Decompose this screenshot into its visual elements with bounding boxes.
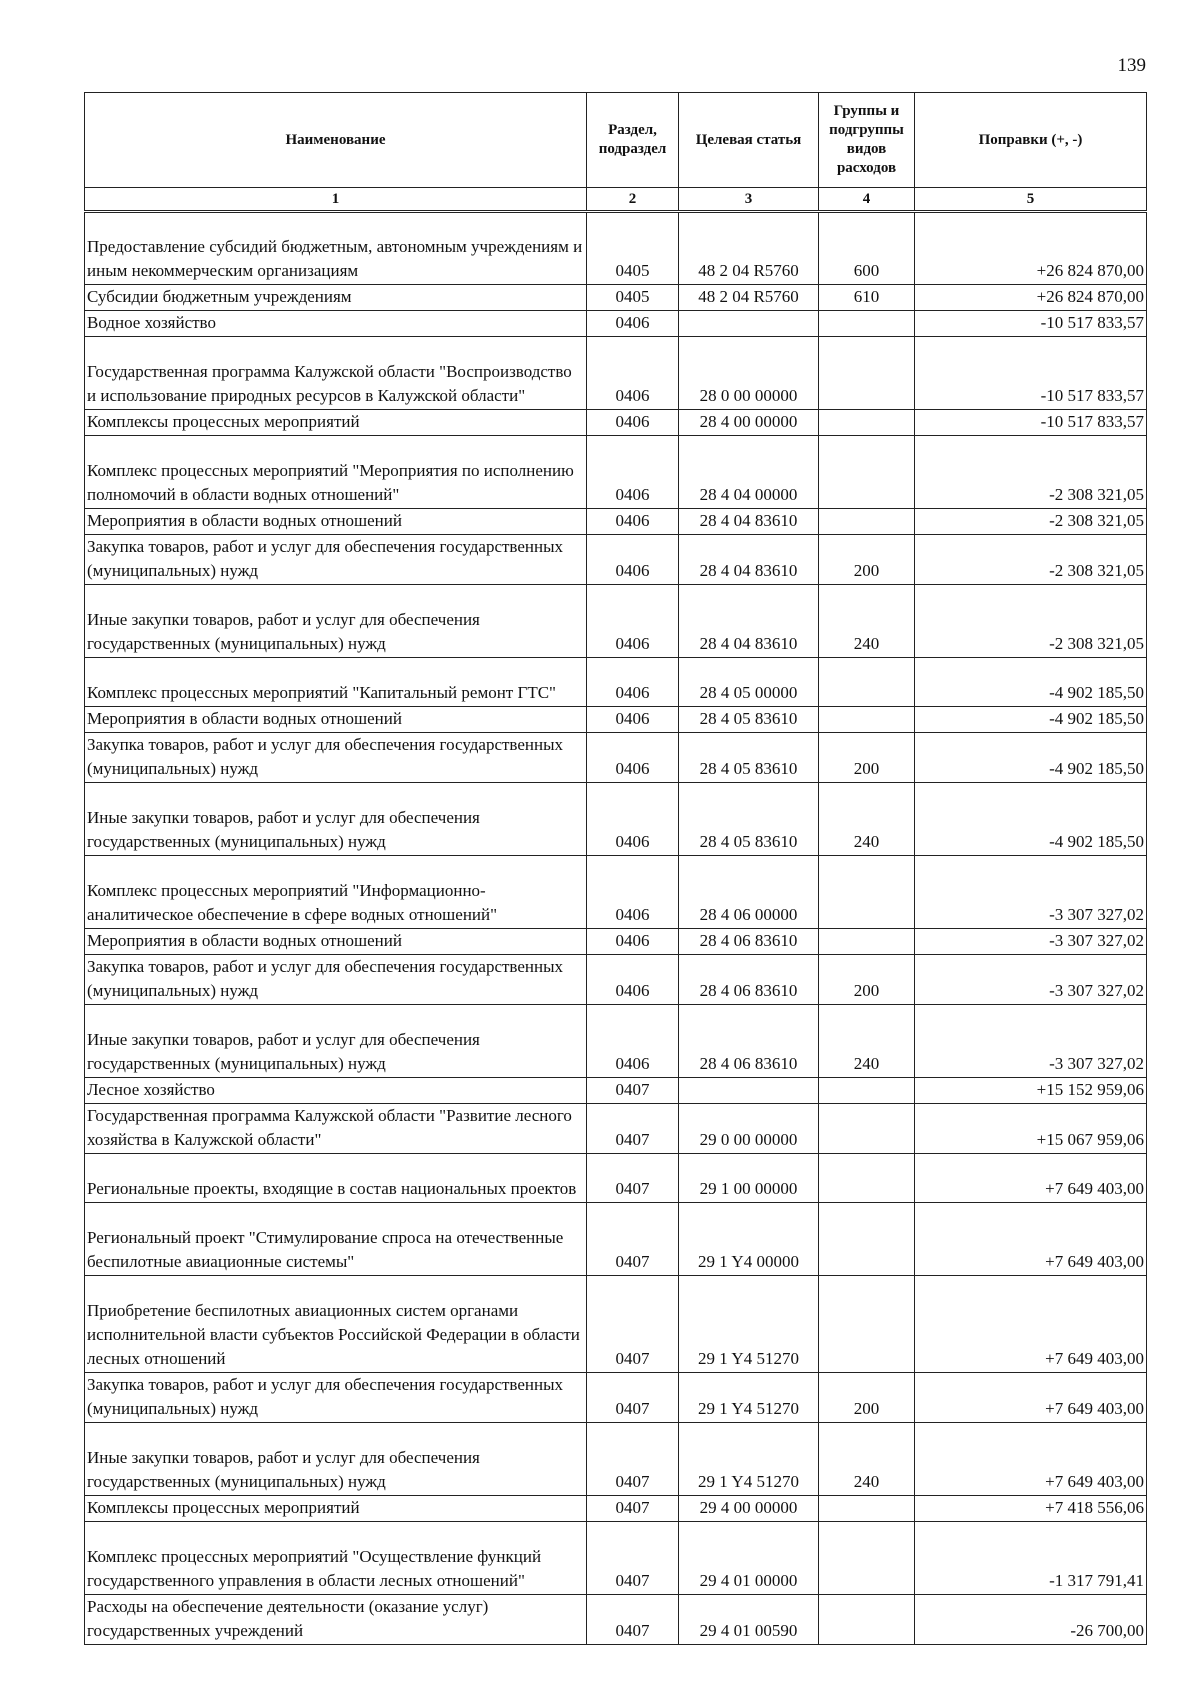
row-target: 29 4 01 00000 <box>679 1522 819 1595</box>
row-group: 240 <box>819 1423 915 1496</box>
row-target: 28 4 06 00000 <box>679 856 819 929</box>
row-amount: -3 307 327,02 <box>915 1005 1147 1078</box>
row-section: 0406 <box>587 509 679 535</box>
table-row <box>85 535 1147 585</box>
row-name: Приобретение беспилотных авиационных систем органами исполнительной власти субъектов Российской Федерации в области лесных отношений <box>85 1276 587 1373</box>
table-row <box>85 337 1147 410</box>
header-target: Целевая статья <box>679 93 819 188</box>
row-amount: -3 307 327,02 <box>915 929 1147 955</box>
table-row <box>85 509 1147 535</box>
row-section: 0407 <box>587 1595 679 1645</box>
row-name: Закупка товаров, работ и услуг для обеспечения государственных (муниципальных) нужд <box>85 535 587 585</box>
row-group <box>819 1078 915 1104</box>
row-name: Региональный проект "Стимулирование спроса на отечественные беспилотные авиационные системы" <box>85 1203 587 1276</box>
row-section: 0406 <box>587 658 679 707</box>
row-target: 29 1 Y4 51270 <box>679 1423 819 1496</box>
table-row <box>85 707 1147 733</box>
table-row <box>85 1078 1147 1104</box>
row-amount: -2 308 321,05 <box>915 585 1147 658</box>
row-name: Комплексы процессных мероприятий <box>85 1496 587 1522</box>
row-section: 0407 <box>587 1423 679 1496</box>
row-group <box>819 856 915 929</box>
row-target: 28 0 00 00000 <box>679 337 819 410</box>
row-group <box>819 1595 915 1645</box>
header-name: Наименование <box>85 93 587 188</box>
row-section: 0406 <box>587 337 679 410</box>
row-section: 0407 <box>587 1104 679 1154</box>
table-row <box>85 783 1147 856</box>
row-target: 28 4 04 83610 <box>679 585 819 658</box>
row-group <box>819 1104 915 1154</box>
row-section: 0406 <box>587 707 679 733</box>
row-section: 0406 <box>587 1005 679 1078</box>
row-group: 610 <box>819 285 915 311</box>
row-amount: -2 308 321,05 <box>915 436 1147 509</box>
table-row <box>85 658 1147 707</box>
row-group <box>819 311 915 337</box>
row-name: Государственная программа Калужской области "Воспроизводство и использование природных ресурсов в Калужской области" <box>85 337 587 410</box>
row-amount: -1 317 791,41 <box>915 1522 1147 1595</box>
row-group: 200 <box>819 733 915 783</box>
row-name: Водное хозяйство <box>85 311 587 337</box>
row-group <box>819 410 915 436</box>
row-section: 0407 <box>587 1078 679 1104</box>
row-name: Субсидии бюджетным учреждениям <box>85 285 587 311</box>
row-name: Комплексы процессных мероприятий <box>85 410 587 436</box>
row-amount: -4 902 185,50 <box>915 783 1147 856</box>
column-number-row <box>85 188 1147 212</box>
table-row <box>85 311 1147 337</box>
row-target: 28 4 04 83610 <box>679 509 819 535</box>
row-target: 28 4 05 83610 <box>679 707 819 733</box>
row-name: Иные закупки товаров, работ и услуг для обеспечения государственных (муниципальных) нужд <box>85 783 587 856</box>
row-amount: -10 517 833,57 <box>915 410 1147 436</box>
column-number: 2 <box>587 188 679 212</box>
row-target <box>679 1078 819 1104</box>
row-group <box>819 436 915 509</box>
row-group <box>819 1154 915 1203</box>
row-amount: +7 418 556,06 <box>915 1496 1147 1522</box>
row-amount: +7 649 403,00 <box>915 1423 1147 1496</box>
row-name: Мероприятия в области водных отношений <box>85 929 587 955</box>
row-amount: +26 824 870,00 <box>915 285 1147 311</box>
row-section: 0407 <box>587 1154 679 1203</box>
row-name: Расходы на обеспечение деятельности (оказание услуг) государственных учреждений <box>85 1595 587 1645</box>
row-target: 48 2 04 R5760 <box>679 212 819 285</box>
row-name: Комплекс процессных мероприятий "Мероприятия по исполнению полномочий в области водных отношений" <box>85 436 587 509</box>
row-section: 0405 <box>587 285 679 311</box>
table-row <box>85 1005 1147 1078</box>
table-row <box>85 733 1147 783</box>
row-group <box>819 1496 915 1522</box>
column-number: 3 <box>679 188 819 212</box>
table-row <box>85 929 1147 955</box>
row-group <box>819 1276 915 1373</box>
row-section: 0405 <box>587 212 679 285</box>
row-group <box>819 707 915 733</box>
row-group <box>819 929 915 955</box>
row-amount: -4 902 185,50 <box>915 733 1147 783</box>
row-section: 0407 <box>587 1496 679 1522</box>
row-target: 29 4 01 00590 <box>679 1595 819 1645</box>
row-group: 600 <box>819 212 915 285</box>
row-group <box>819 1522 915 1595</box>
row-target: 29 1 Y4 00000 <box>679 1203 819 1276</box>
row-amount: -10 517 833,57 <box>915 311 1147 337</box>
row-target: 28 4 05 83610 <box>679 733 819 783</box>
row-name: Комплекс процессных мероприятий "Осуществление функций государственного управления в области лесных отношений" <box>85 1522 587 1595</box>
table-row <box>85 585 1147 658</box>
row-name: Государственная программа Калужской области "Развитие лесного хозяйства в Калужской области" <box>85 1104 587 1154</box>
row-target: 48 2 04 R5760 <box>679 285 819 311</box>
row-name: Закупка товаров, работ и услуг для обеспечения государственных (муниципальных) нужд <box>85 1373 587 1423</box>
row-target: 28 4 05 83610 <box>679 783 819 856</box>
row-group <box>819 509 915 535</box>
table-row <box>85 1154 1147 1203</box>
page-number: 139 <box>1117 55 1146 76</box>
table-row <box>85 410 1147 436</box>
row-name: Иные закупки товаров, работ и услуг для обеспечения государственных (муниципальных) нужд <box>85 585 587 658</box>
row-section: 0406 <box>587 436 679 509</box>
column-number: 4 <box>819 188 915 212</box>
row-amount: +15 067 959,06 <box>915 1104 1147 1154</box>
column-number: 1 <box>85 188 587 212</box>
table-row <box>85 1104 1147 1154</box>
table-row <box>85 1595 1147 1645</box>
row-group: 240 <box>819 1005 915 1078</box>
row-section: 0407 <box>587 1522 679 1595</box>
row-target: 28 4 06 83610 <box>679 955 819 1005</box>
row-group: 240 <box>819 585 915 658</box>
row-target: 29 1 00 00000 <box>679 1154 819 1203</box>
row-amount: -4 902 185,50 <box>915 658 1147 707</box>
row-section: 0406 <box>587 783 679 856</box>
table-row <box>85 436 1147 509</box>
row-amount: -4 902 185,50 <box>915 707 1147 733</box>
row-group: 200 <box>819 955 915 1005</box>
table-row <box>85 1522 1147 1595</box>
row-target: 28 4 06 83610 <box>679 1005 819 1078</box>
row-target: 28 4 05 00000 <box>679 658 819 707</box>
header-section: Раздел, подраздел <box>587 93 679 188</box>
row-name: Иные закупки товаров, работ и услуг для обеспечения государственных (муниципальных) нужд <box>85 1423 587 1496</box>
row-name: Лесное хозяйство <box>85 1078 587 1104</box>
row-section: 0406 <box>587 856 679 929</box>
row-amount: -3 307 327,02 <box>915 856 1147 929</box>
table-body <box>85 212 1147 1645</box>
row-amount: -2 308 321,05 <box>915 509 1147 535</box>
table-row <box>85 1276 1147 1373</box>
row-target: 29 1 Y4 51270 <box>679 1276 819 1373</box>
row-section: 0406 <box>587 955 679 1005</box>
column-number: 5 <box>915 188 1147 212</box>
row-amount: -3 307 327,02 <box>915 955 1147 1005</box>
row-section: 0406 <box>587 410 679 436</box>
row-amount: +7 649 403,00 <box>915 1203 1147 1276</box>
row-amount: -26 700,00 <box>915 1595 1147 1645</box>
header-group: Группы и подгруппы видов расходов <box>819 93 915 188</box>
row-name: Иные закупки товаров, работ и услуг для обеспечения государственных (муниципальных) нужд <box>85 1005 587 1078</box>
row-amount: +7 649 403,00 <box>915 1373 1147 1423</box>
table-row <box>85 856 1147 929</box>
row-amount: +26 824 870,00 <box>915 212 1147 285</box>
row-group: 200 <box>819 535 915 585</box>
row-section: 0407 <box>587 1276 679 1373</box>
row-group: 240 <box>819 783 915 856</box>
row-section: 0406 <box>587 733 679 783</box>
table-row <box>85 212 1147 285</box>
row-group: 200 <box>819 1373 915 1423</box>
row-section: 0407 <box>587 1203 679 1276</box>
table-row <box>85 1203 1147 1276</box>
row-section: 0406 <box>587 311 679 337</box>
row-amount: +7 649 403,00 <box>915 1154 1147 1203</box>
header-row <box>85 93 1147 188</box>
table-row <box>85 285 1147 311</box>
row-name: Предоставление субсидий бюджетным, автономным учреждениям и иным некоммерческим организациям <box>85 212 587 285</box>
row-amount: +7 649 403,00 <box>915 1276 1147 1373</box>
table-row <box>85 1373 1147 1423</box>
row-target: 28 4 04 83610 <box>679 535 819 585</box>
table-row <box>85 1496 1147 1522</box>
row-target: 28 4 06 83610 <box>679 929 819 955</box>
table-row <box>85 1423 1147 1496</box>
row-target: 29 4 00 00000 <box>679 1496 819 1522</box>
row-name: Закупка товаров, работ и услуг для обеспечения государственных (муниципальных) нужд <box>85 955 587 1005</box>
row-group <box>819 658 915 707</box>
row-name: Комплекс процессных мероприятий "Капитальный ремонт ГТС" <box>85 658 587 707</box>
row-name: Региональные проекты, входящие в состав национальных проектов <box>85 1154 587 1203</box>
row-section: 0406 <box>587 585 679 658</box>
header-amount: Поправки (+, -) <box>915 93 1147 188</box>
row-name: Закупка товаров, работ и услуг для обеспечения государственных (муниципальных) нужд <box>85 733 587 783</box>
row-amount: -2 308 321,05 <box>915 535 1147 585</box>
budget-amendments-table <box>84 92 1147 1645</box>
row-name: Мероприятия в области водных отношений <box>85 707 587 733</box>
row-name: Мероприятия в области водных отношений <box>85 509 587 535</box>
row-section: 0406 <box>587 929 679 955</box>
row-name: Комплекс процессных мероприятий "Информационно-аналитическое обеспечение в сфере водных отношений" <box>85 856 587 929</box>
row-section: 0407 <box>587 1373 679 1423</box>
table-row <box>85 955 1147 1005</box>
row-group <box>819 337 915 410</box>
row-group <box>819 1203 915 1276</box>
row-amount: +15 152 959,06 <box>915 1078 1147 1104</box>
row-section: 0406 <box>587 535 679 585</box>
row-target: 28 4 00 00000 <box>679 410 819 436</box>
row-target: 28 4 04 00000 <box>679 436 819 509</box>
row-target: 29 0 00 00000 <box>679 1104 819 1154</box>
row-amount: -10 517 833,57 <box>915 337 1147 410</box>
row-target <box>679 311 819 337</box>
row-target: 29 1 Y4 51270 <box>679 1373 819 1423</box>
